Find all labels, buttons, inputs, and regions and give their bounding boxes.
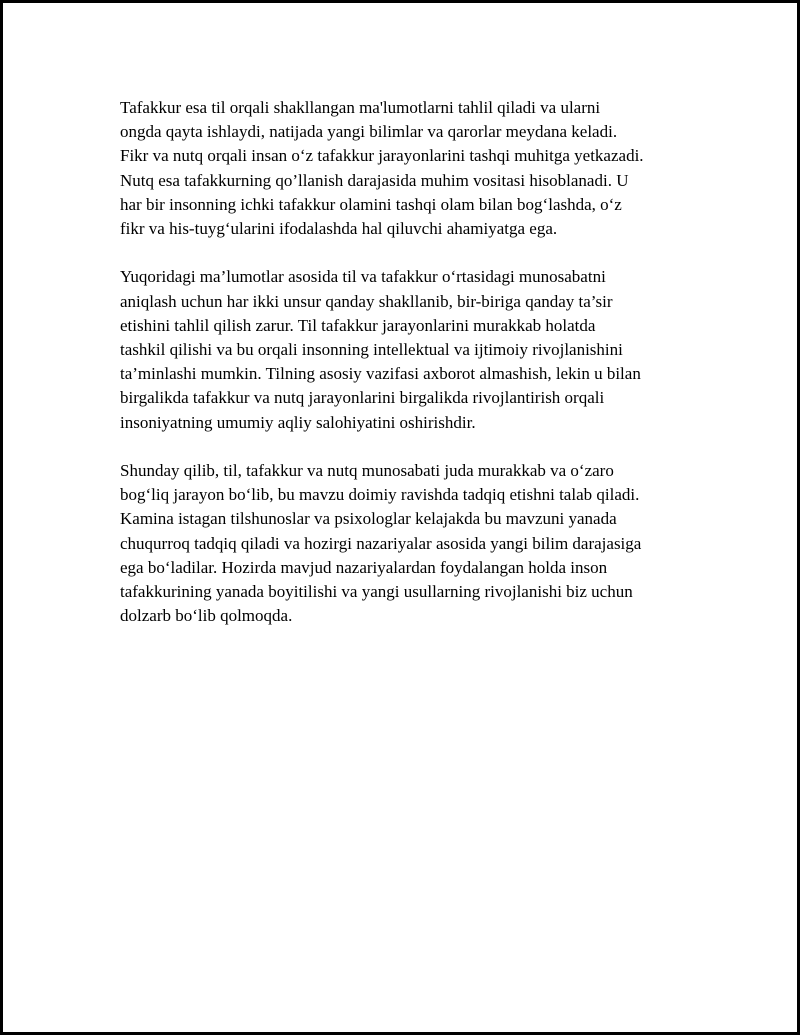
paragraph-3 [120,459,710,628]
text-line: fikr va his-tuyg‘ularini ifodalashda hal qiluvchi ahamiyatga ega. [120,219,558,239]
text-line: Nutq esa tafakkurning qo’llanish darajasida muhim vositasi hisoblanadi. U [120,170,629,190]
text-line: Yuqoridagi ma’lumotlar asosida til va tafakkur o‘rtasidagi munosabatni [120,267,606,287]
text-line: birgalikda tafakkur va nutq jarayonlarini birgalikda rivojlantirish orqali [120,388,605,408]
text-line: chuqurroq tadqiq qiladi va hozirgi nazariyalar asosida yangi bilim darajasiga [120,533,642,553]
text-line: etishini tahlil qilish zarur. Til tafakkur jarayonlarini murakkab holatda [120,315,596,335]
paragraph-1 [120,96,710,241]
text-line: ongda qayta ishlaydi, natijada yangi bilimlar va qarorlar meydana keladi. [120,122,618,142]
text-line: ega bo‘ladilar. Hozirda mavjud nazariyalardan foydalangan holda inson [120,557,608,577]
text-line: dolzarb bo‘lib qolmoqda. [120,606,293,626]
document-body [120,96,710,653]
text-line: tashkil qilishi va bu orqali insonning intellektual va ijtimoiy rivojlanishini [120,340,623,360]
text-line: tafakkurining yanada boyitilishi va yangi usullarning rivojlanishi biz uchun [120,582,633,602]
text-line: ta’minlashi mumkin. Tilning asosiy vazifasi axborot almashish, lekin u bilan [120,364,641,384]
text-line: har bir insonning ichki tafakkur olamini tashqi olam bilan bog‘lashda, o‘z [120,194,622,214]
text-line: Shunday qilib, til, tafakkur va nutq munosabati juda murakkab va o‘zaro [120,461,614,481]
text-line: insoniyatning umumiy aqliy salohiyatini oshirishdir. [120,412,476,432]
text-line: aniqlash uchun har ikki unsur qanday shakllanib, bir-biriga qanday ta’sir [120,291,613,311]
paragraph-2 [120,265,710,434]
text-line: bog‘liq jarayon bo‘lib, bu mavzu doimiy ravishda tadqiq etishni talab qiladi. [120,485,640,505]
text-line: Tafakkur esa til orqali shakllangan ma'lumotlarni tahlil qiladi va ularni [120,98,601,117]
text-line: Kamina istagan tilshunoslar va psixologlar kelajakda bu mavzuni yanada [120,509,617,529]
text-line: Fikr va nutq orqali insan o‘z tafakkur jarayonlarini tashqi muhitga yetkazadi. [120,146,644,166]
